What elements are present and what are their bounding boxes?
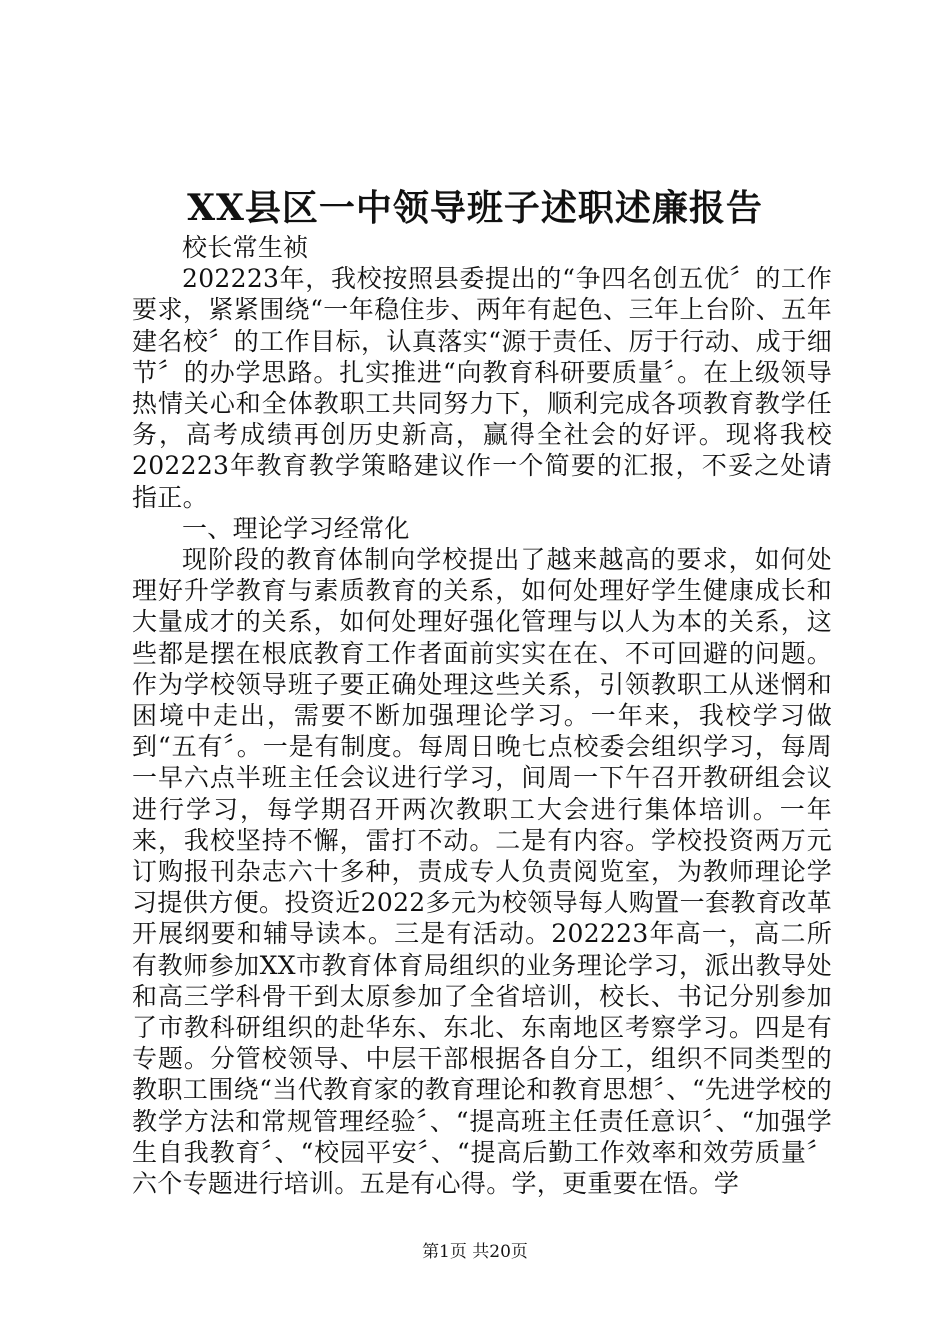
body-paragraph: 现阶段的教育体制向学校提出了越来越高的要求，如何处理好升学教育与素质教育的关系，如何处理好学生健康成长和大量成才的关系，如何处理好强化管理与以人为本的关系，这些都是摆在根底教育工作者面前实实在在、不可回避的问题。作为学校领导班子要正确处理这些关系，引领教职工从迷惘和困境中走出，需要不断加强理论学习。一年来，我校学习做到“五有〞。一是有制度。每周日晚七点校委会组织学习，每周一早六点半班主任会议进行学习，间周一下午召开教研组会议进行学习，每学期召开两次教职工大会进行集体培训。一年来，我校坚持不懈，雷打不动。二是有内容。学校投资两万元订购报刊杂志六十多种，责成专人负责阅览室，为教师理论学习提供方便。投资近2022多元为校领导每人购置一套教育改革开展纲要和辅导读本。三是有活动。202223年高一，高二所有教师参加XX市教育体育局组织的业务理论学习，派出教导处和高三学科骨干到太原参加了全省培训，校长、书记分别参加了市教科研组织的赴华东、东北、东南地区考察学习。四是有专题。分管校领导、中层干部根据各自分工，组织不同类型的教职工围绕“当代教育家的教育理论和教育思想〞、“先进学校的教学方法和常规管理经验〞、“提高班主任责任意识〞、“加强学生自我教育〞、“校园平安〞、“提高后勤工作效率和效劳质量〞六个专题进行培训。五是有心得。学，更重要在悟。学: [132, 545, 832, 1199]
section-heading: 一、理论学习经常化: [182, 513, 410, 543]
author-line: 校长常生祯: [182, 233, 309, 262]
page-footer: 第1页 共20页: [422, 1242, 528, 1262]
document-title: XX县区一中领导班子述职述廉报告: [187, 187, 763, 229]
document-body: [132, 232, 832, 1199]
intro-paragraph: 202223年，我校按照县委提出的“争四名创五优〞的工作要求，紧紧围绕“一年稳住步、两年有起色、三年上台阶、五年建名校〞的工作目标，认真落实“源于责任、厉于行动、成于细节〞的办学思路。扎实推进“向教育科研要质量〞。在上级领导热情关心和全体教职工共同努力下，顺利完成各项教育教学任务，高考成绩再创历史新高，赢得全社会的好评。现将我校202223年教育教学策略建议作一个简要的汇报，不妥之处请指正。: [132, 264, 832, 512]
